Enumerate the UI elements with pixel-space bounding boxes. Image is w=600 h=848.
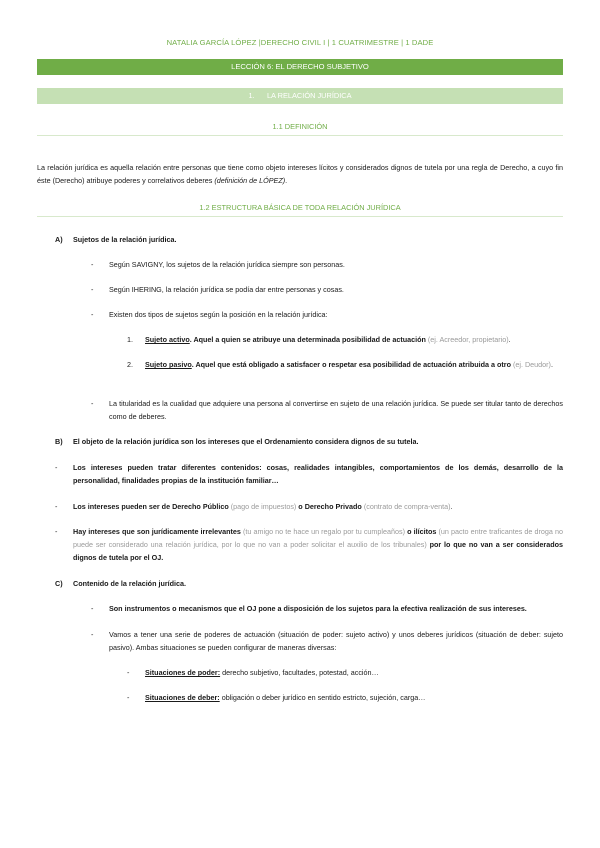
interest-contents-item: Los intereses pueden tratar diferentes contenidos: cosas, realidades intangibles, comportamientos de los demás, desarrollo de la personalidad, finalidades propias de la institución familiar… [73,463,563,485]
section-1-1-heading: 1.1 DEFINICIÓN [272,122,328,131]
ihering-item: Según IHERING, la relación jurídica se podía dar entre personas y cosas. [109,285,344,294]
public-private-text-b: o Derecho Privado [296,502,364,511]
passive-subject-text: . Aquel que está obligado a satisfacer o respetar esa posibilidad de actuación atribuida a otro [191,360,513,369]
list-marker: - [127,693,130,702]
definition-paragraph [37,161,563,187]
power-situations-item [145,666,563,679]
lesson-title-band [37,59,563,75]
list-marker: - [127,668,130,677]
definition-text: La relación jurídica es aquella relación entre personas que tiene como objeto intereses lícitos y considerados dignos de tutela por una regla de Derecho, a cuyo fin éste (Derecho) atribuye poderes y correlativos deberes [37,163,563,185]
section-1-1-rule [37,135,563,136]
running-header: NATALIA GARCÍA LÓPEZ |DERECHO CIVIL I | 1 CUATRIMESTRE | 1 DADE [166,38,434,47]
irrelevant-text-b: o ilícitos [405,527,439,536]
active-subject-end: . [508,335,511,344]
list-marker: - [91,399,94,408]
part-a-title: Sujetos de la relación jurídica. [73,235,177,244]
instruments-item: Son instrumentos o mecanismos que el OJ pone a disposición de los sujetos para la efectiva realización de sus intereses. [109,604,527,613]
section-1-band [37,88,563,104]
passive-subject-end: . [550,360,553,369]
public-private-item [73,500,563,513]
duty-situations-text: obligación o deber jurídico en sentido estricto, sujeción, carga… [219,693,426,702]
active-subject-term: Sujeto activo [145,335,190,344]
definition-citation: (definición de LÓPEZ) [214,176,286,185]
passive-subject-item [145,358,563,371]
numbered-marker: 2. [127,360,133,369]
active-subject-text: . Aquel a quien se atribuye una determinada posibilidad de actuación [189,335,428,344]
power-situations-term: Situaciones de poder: [145,668,221,677]
private-example: (contrato de compra-venta) [363,502,451,511]
power-situations-text: derecho subjetivo, facultades, potestad, acción… [220,668,379,677]
list-marker: - [91,285,94,294]
definition-end: . [285,176,288,185]
savigny-item: Según SAVIGNY, los sujetos de la relación jurídica siempre son personas. [109,260,345,269]
list-marker: - [55,463,58,472]
section-1-title: LA RELACIÓN JURÍDICA [266,91,352,100]
powers-duties-item: Vamos a tener una serie de poderes de actuación (situación de poder: sujeto activo) y unos deberes jurídicos (situación de deber: sujeto pasivo). Ambas situaciones se pueden configurar de maneras diversas: [109,630,563,652]
public-private-end: . [450,502,453,511]
list-marker: - [55,502,58,511]
part-b-marker: B) [55,437,63,446]
section-1-number: 1. [248,91,255,100]
section-1-2-rule [37,216,563,217]
irrelevant-interests-item [73,525,563,564]
duty-situations-term: Situaciones de deber: [145,693,220,702]
list-marker: - [91,260,94,269]
illicit-example: (un pacto entre traficantes de droga no puede ser considerado una relación jurídica, por lo que no van a poder solicitar el auxilio de los tribunales) [73,527,563,549]
passive-subject-term: Sujeto pasivo [145,360,192,369]
active-subject-example: (ej. Acreedor, propietario) [427,335,509,344]
list-marker: - [91,604,94,613]
numbered-marker: 1. [127,335,133,344]
section-1-2-heading: 1.2 ESTRUCTURA BÁSICA DE TODA RELACIÓN JURÍDICA [199,203,401,212]
public-example: (pago de impuestos) [230,502,297,511]
part-a-marker: A) [55,235,63,244]
list-marker: - [55,527,58,536]
part-c-title: Contenido de la relación jurídica. [73,579,187,588]
subject-types-intro: Existen dos tipos de sujetos según la posición en la relación jurídica: [109,310,328,319]
lesson-title: LECCIÓN 6: EL DERECHO SUBJETIVO [231,62,369,71]
irrelevant-text-a: Hay intereses que son jurídicamente irrelevantes [73,527,244,536]
irrelevant-example: (tu amigo no te hace un regalo por tu cumpleaños) [243,527,405,536]
active-subject-item [145,333,563,346]
titularidad-item: La titularidad es la cualidad que adquiere una persona al convertirse en sujeto de una relación jurídica. Se puede ser titular tanto de derechos como de deberes. [109,399,563,421]
part-c-marker: C) [55,579,63,588]
list-marker: - [91,630,94,639]
public-private-text-a: Los intereses pueden ser de Derecho Público [73,502,231,511]
passive-subject-example: (ej. Deudor) [513,360,551,369]
list-marker: - [91,310,94,319]
part-b-title: El objeto de la relación jurídica son los intereses que el Ordenamiento considera dignos de su tutela. [73,437,419,446]
duty-situations-item [145,691,563,704]
irrelevant-text-c: por lo que no van a ser considerados dignos de tutela por el OJ. [73,540,563,562]
